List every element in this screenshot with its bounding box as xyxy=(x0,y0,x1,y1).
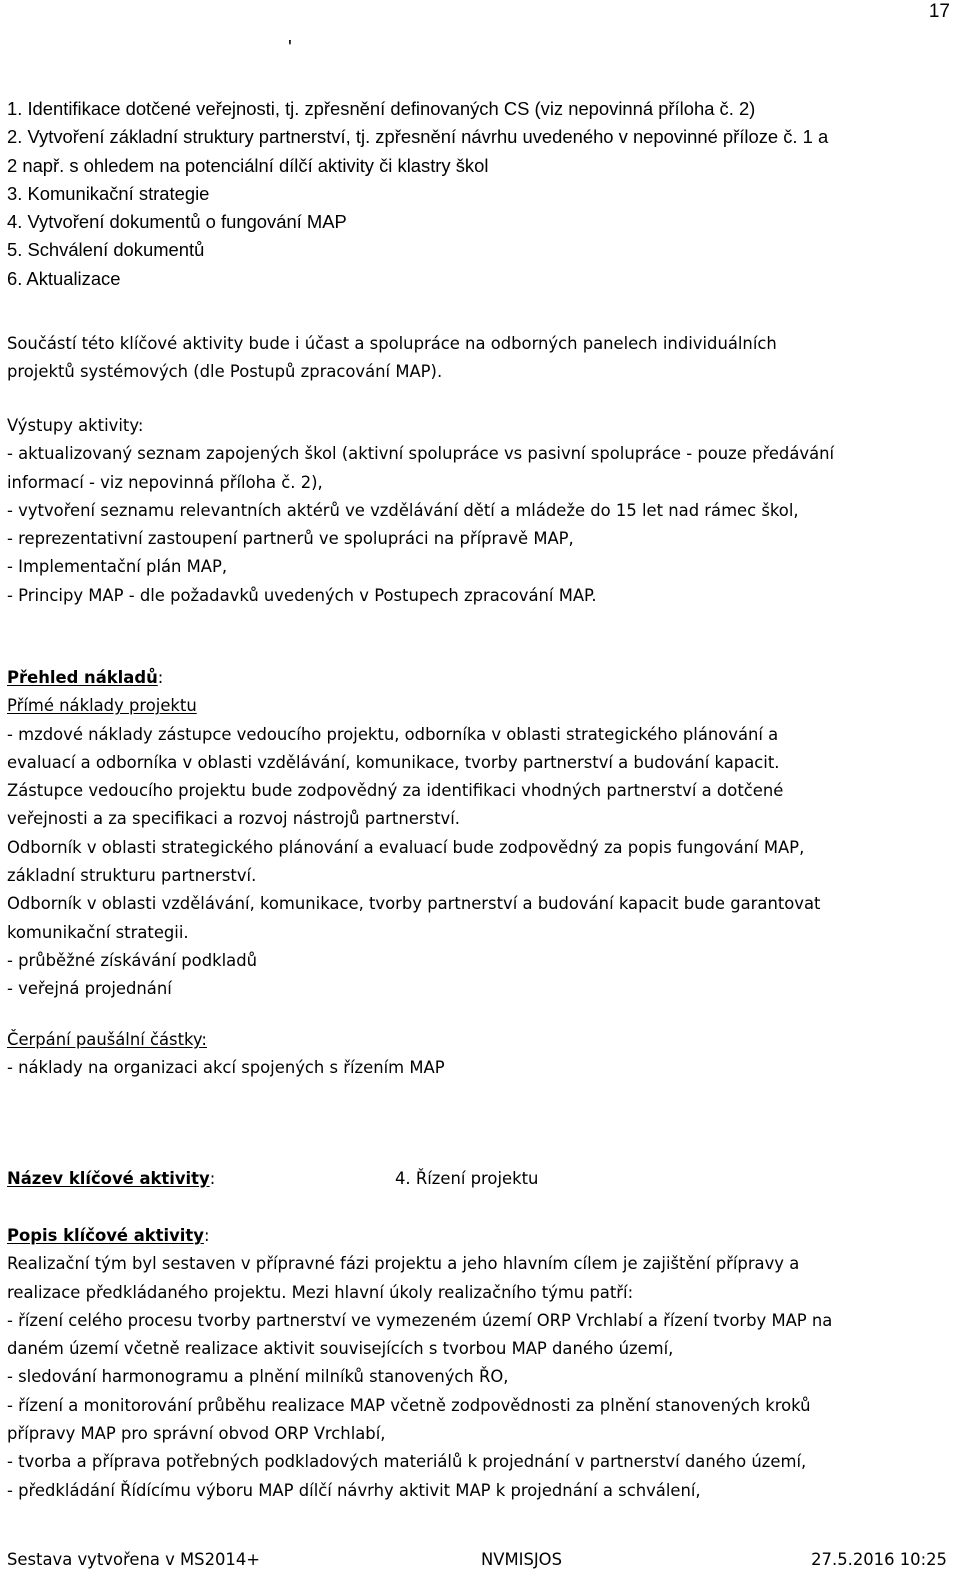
description-line: daném území včetně realizace aktivit souvisejících s tvorbou MAP daného území, xyxy=(7,1339,674,1359)
footer-report-code: NVMISJOS xyxy=(481,1550,562,1569)
activity-description-colon: : xyxy=(203,1226,210,1245)
description-line: - řízení a monitorování průběhu realizace MAP včetně zodpovědnosti za plnění stanovených kroků xyxy=(7,1395,811,1415)
activity-name-row xyxy=(7,1165,952,1193)
cost-line: Odborník v oblasti vzdělávání, komunikace, tvorby partnerství a budování kapacit bude garantovat xyxy=(7,894,821,914)
output-line: - aktualizovaný seznam zapojených škol (aktivní spolupráce vs pasivní spolupráce - pouze předávání xyxy=(7,444,835,464)
page-number: 17 xyxy=(928,1,950,22)
step-item: 1. Identifikace dotčené veřejnosti, tj. zpřesnění definovaných CS (viz nepovinná příloha č. 2) xyxy=(7,98,756,119)
steps-list xyxy=(7,95,952,293)
lump-sum-section xyxy=(7,1026,952,1083)
outputs-heading: Výstupy aktivity: xyxy=(7,416,144,435)
cost-line: Odborník v oblasti strategického plánování a evaluací bude zodpovědný za popis fungování MAP, xyxy=(7,837,805,857)
step-item: 5. Schválení dokumentů xyxy=(7,239,205,261)
description-line: přípravy MAP pro správní obvod ORP Vrchlabí, xyxy=(7,1424,386,1444)
description-line: Realizační tým byl sestaven v přípravné fázi projektu a jeho hlavním cílem je zajištění přípravy a xyxy=(7,1254,800,1274)
output-line: informací - viz nepovinná příloha č. 2), xyxy=(7,472,323,492)
description-line: - sledování harmonogramu a plnění milníků stanovených ŘO, xyxy=(7,1367,509,1387)
output-line: - Implementační plán MAP, xyxy=(7,557,228,577)
step-item: 2 např. s ohledem na potenciální dílčí aktivity či klastry škol xyxy=(7,154,489,176)
activity-name-colon: : xyxy=(209,1169,216,1188)
participation-paragraph xyxy=(7,330,952,387)
activity-description-label: Popis klíčové aktivity xyxy=(7,1226,204,1245)
activity-description-label-row xyxy=(7,1222,952,1250)
step-item: 3. Komunikační strategie xyxy=(7,182,210,204)
top-mark: ' xyxy=(288,37,292,59)
output-line: - reprezentativní zastoupení partnerů ve spolupráci na přípravě MAP, xyxy=(7,529,574,549)
cost-line: základní strukturu partnerství. xyxy=(7,866,257,886)
costs-heading: Přehled nákladů xyxy=(7,668,158,687)
description-line: - řízení celého procesu tvorby partnerství ve vymezeném území ORP Vrchlabí a řízení tvorby MAP na xyxy=(7,1310,833,1330)
description-line: realizace předkládaného projektu. Mezi hlavní úkoly realizačního týmu patří: xyxy=(7,1282,634,1302)
costs-section xyxy=(7,664,952,1004)
cost-line: evaluací a odborníka v oblasti vzdělávání, komunikace, tvorby partnerství a budování kapacit. xyxy=(7,752,780,772)
output-line: - vytvoření seznamu relevantních aktérů ve vzdělávání dětí a mládeže do 15 let nad rámec škol, xyxy=(7,500,799,520)
description-line: - předkládání Řídícímu výboru MAP dílčí návrhy aktivit MAP k projednání a schválení, xyxy=(7,1480,701,1500)
lump-sum-heading: Čerpání paušální částky: xyxy=(7,1030,207,1049)
outputs-section xyxy=(7,412,952,610)
cost-line: - průběžné získávání podkladů xyxy=(7,950,257,970)
description-line: - tvorba a příprava potřebných podkladových materiálů k projednání v partnerství daného území, xyxy=(7,1452,807,1472)
page-footer xyxy=(7,1546,947,1576)
activity-description-section xyxy=(7,1222,952,1505)
activity-name-value: 4. Řízení projektu xyxy=(395,1169,539,1188)
footer-generated-by: Sestava vytvořena v MS2014+ xyxy=(7,1550,261,1569)
text-line: Součástí této klíčové aktivity bude i účast a spolupráce na odborných panelech individuálních xyxy=(7,334,777,353)
output-line: - Principy MAP - dle požadavků uvedených v Postupech zpracování MAP. xyxy=(7,585,597,605)
cost-line: - veřejná projednání xyxy=(7,979,172,999)
text-line: projektů systémových (dle Postupů zpracování MAP). xyxy=(7,362,443,382)
costs-heading-colon: : xyxy=(157,668,164,687)
step-item: 4. Vytvoření dokumentů o fungování MAP xyxy=(7,211,347,233)
cost-line: komunikační strategii. xyxy=(7,922,189,942)
activity-name-label: Název klíčové aktivity xyxy=(7,1169,210,1188)
footer-timestamp: 27.5.2016 10:25 xyxy=(811,1550,947,1569)
direct-costs-label: Přímé náklady projektu xyxy=(7,696,197,716)
step-item: 2. Vytvoření základní struktury partnerství, tj. zpřesnění návrhu uvedeného v nepovinné příloze č. 1 a xyxy=(7,126,829,148)
costs-heading-row xyxy=(7,664,952,692)
cost-line: veřejnosti a za specifikaci a rozvoj nástrojů partnerství. xyxy=(7,809,460,829)
step-item: 6. Aktualizace xyxy=(7,267,121,289)
cost-line: - mzdové náklady zástupce vedoucího projektu, odborníka v oblasti strategického plánování a xyxy=(7,724,779,744)
cost-line: Zástupce vedoucího projektu bude zodpovědný za identifikaci vhodných partnerství a dotčené xyxy=(7,781,784,801)
lump-sum-line: - náklady na organizaci akcí spojených s řízením MAP xyxy=(7,1058,445,1078)
